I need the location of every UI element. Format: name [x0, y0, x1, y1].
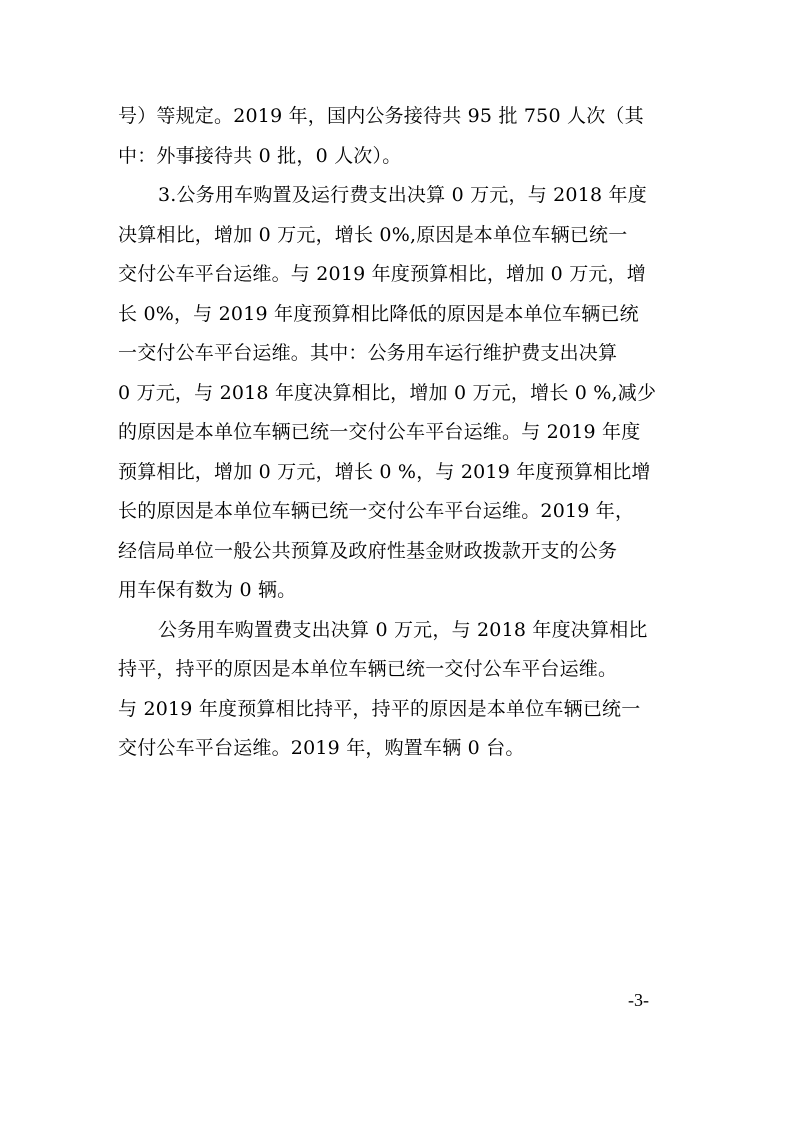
paragraph-reception: [118, 97, 678, 176]
text-line: 交付公车平台运维。2019 年，购置车辆 0 台。: [118, 737, 525, 759]
text-line: 中：外事接待共 0 批，0 人次）。: [118, 144, 402, 167]
text-line: 的原因是本单位车辆已统一交付公车平台运维。与 2019 年度: [118, 421, 641, 443]
paragraph-vehicle-expenses: [118, 176, 678, 611]
text-line: 3.公务用车购置及运行费支出决算 0 万元，与 2018 年度: [158, 184, 647, 206]
text-line: 公务用车购置费支出决算 0 万元，与 2018 年度决算相比: [158, 618, 648, 641]
text-line: 号）等规定。2019 年，国内公务接待共 95 批 750 人次（其: [118, 105, 644, 127]
text-line: 交付公车平台运维。与 2019 年度预算相比，增加 0 万元，增: [118, 263, 647, 285]
text-line: 持平，持平的原因是本单位车辆已统一交付公车平台运维。: [118, 658, 618, 680]
text-line: 与 2019 年度预算相比持平，持平的原因是本单位车辆已统一: [118, 697, 641, 720]
text-line: 预算相比，增加 0 万元，增长 0 %，与 2019 年度预算相比增: [118, 460, 651, 483]
document-body: [118, 97, 678, 769]
paragraph-vehicle-purchase: [118, 611, 678, 769]
text-line: 长 0%，与 2019 年度预算相比降低的原因是本单位车辆已统: [118, 302, 639, 325]
text-line: 0 万元，与 2018 年度决算相比，增加 0 万元，增长 0 %,减少: [118, 381, 657, 404]
text-line: 经信局单位一般公共预算及政府性基金财政拨款开支的公务: [118, 539, 618, 562]
text-line: 长的原因是本单位车辆已统一交付公车平台运维。2019 年，: [118, 500, 635, 522]
text-line: 一交付公车平台运维。其中：公务用车运行维护费支出决算: [118, 342, 618, 364]
text-line: 用车保有数为 0 辆。: [118, 579, 297, 601]
text-line: 决算相比，增加 0 万元，增长 0%,原因是本单位车辆已统一: [118, 223, 628, 246]
page-number: -3-: [628, 990, 649, 1010]
